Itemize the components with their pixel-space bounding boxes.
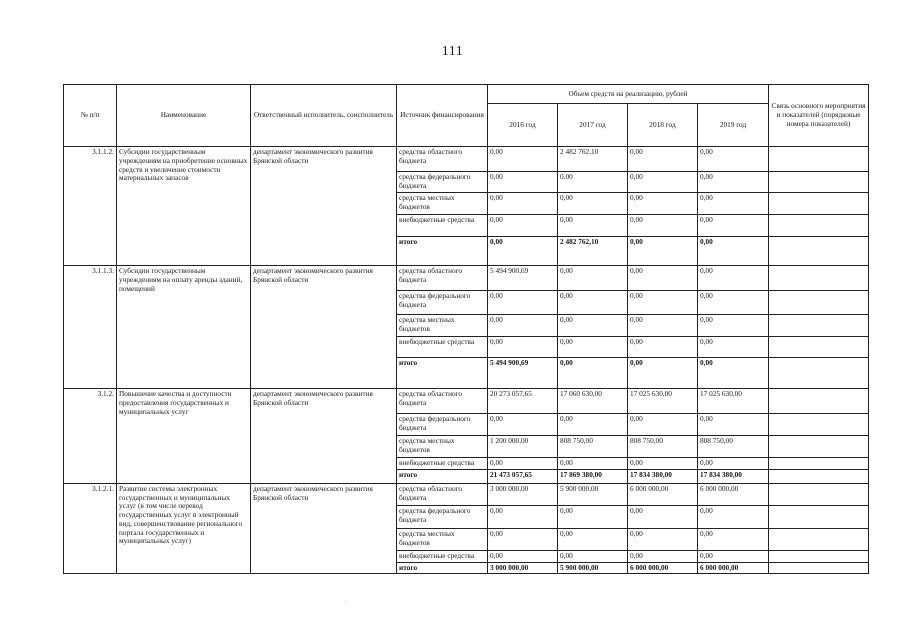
item-executor: департамент экономического развития Брянской области <box>251 147 397 266</box>
header-year-2016: 2016 год <box>488 104 558 147</box>
indicator-link-cell <box>769 315 869 337</box>
amount-cell: 21 473 057,65 <box>488 469 558 483</box>
amount-cell: 5 494 900,69 <box>488 266 558 291</box>
indicator-link-cell <box>769 550 869 562</box>
header-num: № п/п <box>64 85 117 147</box>
item-name: Повышение качества и доступности предоставления государственных и муниципальных услуг <box>117 389 251 484</box>
funding-source: внебюджетные средства <box>397 458 488 470</box>
funding-source: средства федерального бюджета <box>397 414 488 436</box>
amount-cell: 0,00 <box>628 193 698 215</box>
amount-cell: 0,00 <box>488 414 558 436</box>
amount-cell: 0,00 <box>698 550 769 562</box>
indicator-link-cell <box>769 414 869 436</box>
indicator-link-cell <box>769 215 869 237</box>
amount-cell: 0,00 <box>488 291 558 315</box>
item-executor: департамент экономического развития Брянской области <box>251 389 397 484</box>
amount-cell: 0,00 <box>488 337 558 358</box>
amount-cell: 17 834 380,00 <box>628 469 698 483</box>
amount-cell: 1 200 000,00 <box>488 436 558 458</box>
indicator-link-cell <box>769 562 869 574</box>
amount-cell: 6 000 000,00 <box>628 483 698 505</box>
funding-source: средства областного бюджета <box>397 483 488 505</box>
amount-cell: 17 025 630,00 <box>628 389 698 414</box>
indicator-link-cell <box>769 193 869 215</box>
indicator-link-cell <box>769 266 869 291</box>
amount-cell: 0,00 <box>698 193 769 215</box>
amount-cell: 0,00 <box>628 337 698 358</box>
item-code: 3.1.2.1. <box>64 483 117 574</box>
amount-cell: 0,00 <box>558 291 628 315</box>
total-label: итого <box>397 358 488 389</box>
header-executor: Ответственный исполнитель, соисполнитель <box>251 85 397 147</box>
scan-mark: . <box>345 598 347 604</box>
funding-source: средства местных бюджетов <box>397 315 488 337</box>
header-link: Связь основного мероприятия и показателей (порядковые номера показателей) <box>769 85 869 147</box>
amount-cell: 0,00 <box>698 528 769 550</box>
amount-cell: 0,00 <box>558 550 628 562</box>
amount-cell: 0,00 <box>698 215 769 237</box>
amount-cell: 0,00 <box>488 505 558 528</box>
amount-cell: 0,00 <box>488 550 558 562</box>
amount-cell: 5 494 900,69 <box>488 358 558 389</box>
amount-cell: 0,00 <box>698 291 769 315</box>
indicator-link-cell <box>769 505 869 528</box>
indicator-link-cell <box>769 147 869 172</box>
amount-cell: 6 000 000,00 <box>698 562 769 574</box>
indicator-link-cell <box>769 237 869 266</box>
amount-cell: 0,00 <box>628 147 698 172</box>
header-year-2018: 2018 год <box>628 104 698 147</box>
funding-source: средства областного бюджета <box>397 389 488 414</box>
indicator-link-cell <box>769 458 869 470</box>
amount-cell: 6 000 000,00 <box>698 483 769 505</box>
amount-cell: 0,00 <box>488 458 558 470</box>
item-code: 3.1.1.2. <box>64 147 117 266</box>
amount-cell: 0,00 <box>628 458 698 470</box>
amount-cell: 808 750,00 <box>698 436 769 458</box>
table-body <box>64 147 869 574</box>
indicator-link-cell <box>769 358 869 389</box>
indicator-link-cell <box>769 483 869 505</box>
amount-cell: 5 900 000,00 <box>558 483 628 505</box>
amount-cell: 5 900 000,00 <box>558 562 628 574</box>
amount-cell: 0,00 <box>698 505 769 528</box>
amount-cell: 0,00 <box>558 172 628 193</box>
amount-cell: 0,00 <box>558 505 628 528</box>
amount-cell: 2 482 762,10 <box>558 237 628 266</box>
amount-cell: 0,00 <box>488 215 558 237</box>
header-source: Источник финансирования <box>397 85 488 147</box>
amount-cell: 0,00 <box>558 193 628 215</box>
indicator-link-cell <box>769 337 869 358</box>
amount-cell: 0,00 <box>628 414 698 436</box>
amount-cell: 3 000 000,00 <box>488 562 558 574</box>
amount-cell: 17 060 630,00 <box>558 389 628 414</box>
amount-cell: 0,00 <box>628 172 698 193</box>
amount-cell: 0,00 <box>628 550 698 562</box>
amount-cell: 0,00 <box>628 266 698 291</box>
amount-cell: 0,00 <box>488 528 558 550</box>
total-label: итого <box>397 237 488 266</box>
amount-cell: 0,00 <box>628 215 698 237</box>
table-row <box>64 147 869 172</box>
funding-source: средства местных бюджетов <box>397 436 488 458</box>
header-name: Наименование <box>117 85 251 147</box>
item-executor: департамент экономического развития Брянской области <box>251 483 397 574</box>
item-code: 3.1.1.3. <box>64 266 117 389</box>
amount-cell: 0,00 <box>488 172 558 193</box>
funding-source: внебюджетные средства <box>397 550 488 562</box>
total-label: итого <box>397 562 488 574</box>
amount-cell: 3 000 000,00 <box>488 483 558 505</box>
item-name: Субсидии государственным учреждениям на оплату аренды зданий, помещений <box>117 266 251 389</box>
amount-cell: 0,00 <box>628 358 698 389</box>
header-year-2017: 2017 год <box>558 104 628 147</box>
amount-cell: 0,00 <box>698 414 769 436</box>
amount-cell: 0,00 <box>628 237 698 266</box>
amount-cell: 6 000 000,00 <box>628 562 698 574</box>
amount-cell: 808 750,00 <box>628 436 698 458</box>
amount-cell: 0,00 <box>628 315 698 337</box>
indicator-link-cell <box>769 469 869 483</box>
indicator-link-cell <box>769 528 869 550</box>
amount-cell: 0,00 <box>698 172 769 193</box>
amount-cell: 0,00 <box>558 266 628 291</box>
amount-cell: 20 273 057,65 <box>488 389 558 414</box>
indicator-link-cell <box>769 172 869 193</box>
funding-source: внебюджетные средства <box>397 337 488 358</box>
item-name: Субсидии государственным учреждениям на приобретение основных средств и увеличение стоимости материальных запасов <box>117 147 251 266</box>
indicator-link-cell <box>769 389 869 414</box>
amount-cell: 0,00 <box>558 528 628 550</box>
amount-cell: 0,00 <box>698 147 769 172</box>
amount-cell: 0,00 <box>558 458 628 470</box>
amount-cell: 0,00 <box>488 315 558 337</box>
amount-cell: 0,00 <box>488 147 558 172</box>
funding-source: средства местных бюджетов <box>397 193 488 215</box>
table-row <box>64 389 869 414</box>
amount-cell: 0,00 <box>558 358 628 389</box>
page-number: 111 <box>441 44 464 59</box>
amount-cell: 0,00 <box>628 291 698 315</box>
amount-cell: 0,00 <box>698 358 769 389</box>
indicator-link-cell <box>769 291 869 315</box>
item-executor: департамент экономического развития Брянской области <box>251 266 397 389</box>
amount-cell: 0,00 <box>558 337 628 358</box>
funding-source: средства федерального бюджета <box>397 172 488 193</box>
amount-cell: 0,00 <box>558 215 628 237</box>
amount-cell: 0,00 <box>488 237 558 266</box>
funding-source: средства федерального бюджета <box>397 505 488 528</box>
funding-table <box>63 84 869 574</box>
amount-cell: 0,00 <box>488 193 558 215</box>
amount-cell: 0,00 <box>698 266 769 291</box>
amount-cell: 17 869 380,00 <box>558 469 628 483</box>
amount-cell: 17 834 380,00 <box>698 469 769 483</box>
amount-cell: 0,00 <box>628 505 698 528</box>
amount-cell: 2 482 762,10 <box>558 147 628 172</box>
item-name: Развитие системы электронных государственных и муниципальных услуг (в том числе перевод государственных услуг в электронный вид, совершенствование регионального портала государственных и муниципальных услуг) <box>117 483 251 574</box>
table-row <box>64 266 869 291</box>
header-year-2019: 2019 год <box>698 104 769 147</box>
indicator-link-cell <box>769 436 869 458</box>
amount-cell: 0,00 <box>558 414 628 436</box>
amount-cell: 808 750,00 <box>558 436 628 458</box>
header-volume: Объем средств на реализацию, рублей <box>488 85 769 104</box>
item-code: 3.1.2. <box>64 389 117 484</box>
amount-cell: 0,00 <box>698 237 769 266</box>
amount-cell: 0,00 <box>698 458 769 470</box>
table-row <box>64 483 869 505</box>
funding-source: средства местных бюджетов <box>397 528 488 550</box>
funding-source: средства областного бюджета <box>397 147 488 172</box>
funding-source: средства областного бюджета <box>397 266 488 291</box>
funding-source: средства федерального бюджета <box>397 291 488 315</box>
amount-cell: 0,00 <box>698 337 769 358</box>
total-label: итого <box>397 469 488 483</box>
funding-source: внебюджетные средства <box>397 215 488 237</box>
amount-cell: 0,00 <box>628 528 698 550</box>
amount-cell: 0,00 <box>698 315 769 337</box>
amount-cell: 17 025 630,00 <box>698 389 769 414</box>
amount-cell: 0,00 <box>558 315 628 337</box>
